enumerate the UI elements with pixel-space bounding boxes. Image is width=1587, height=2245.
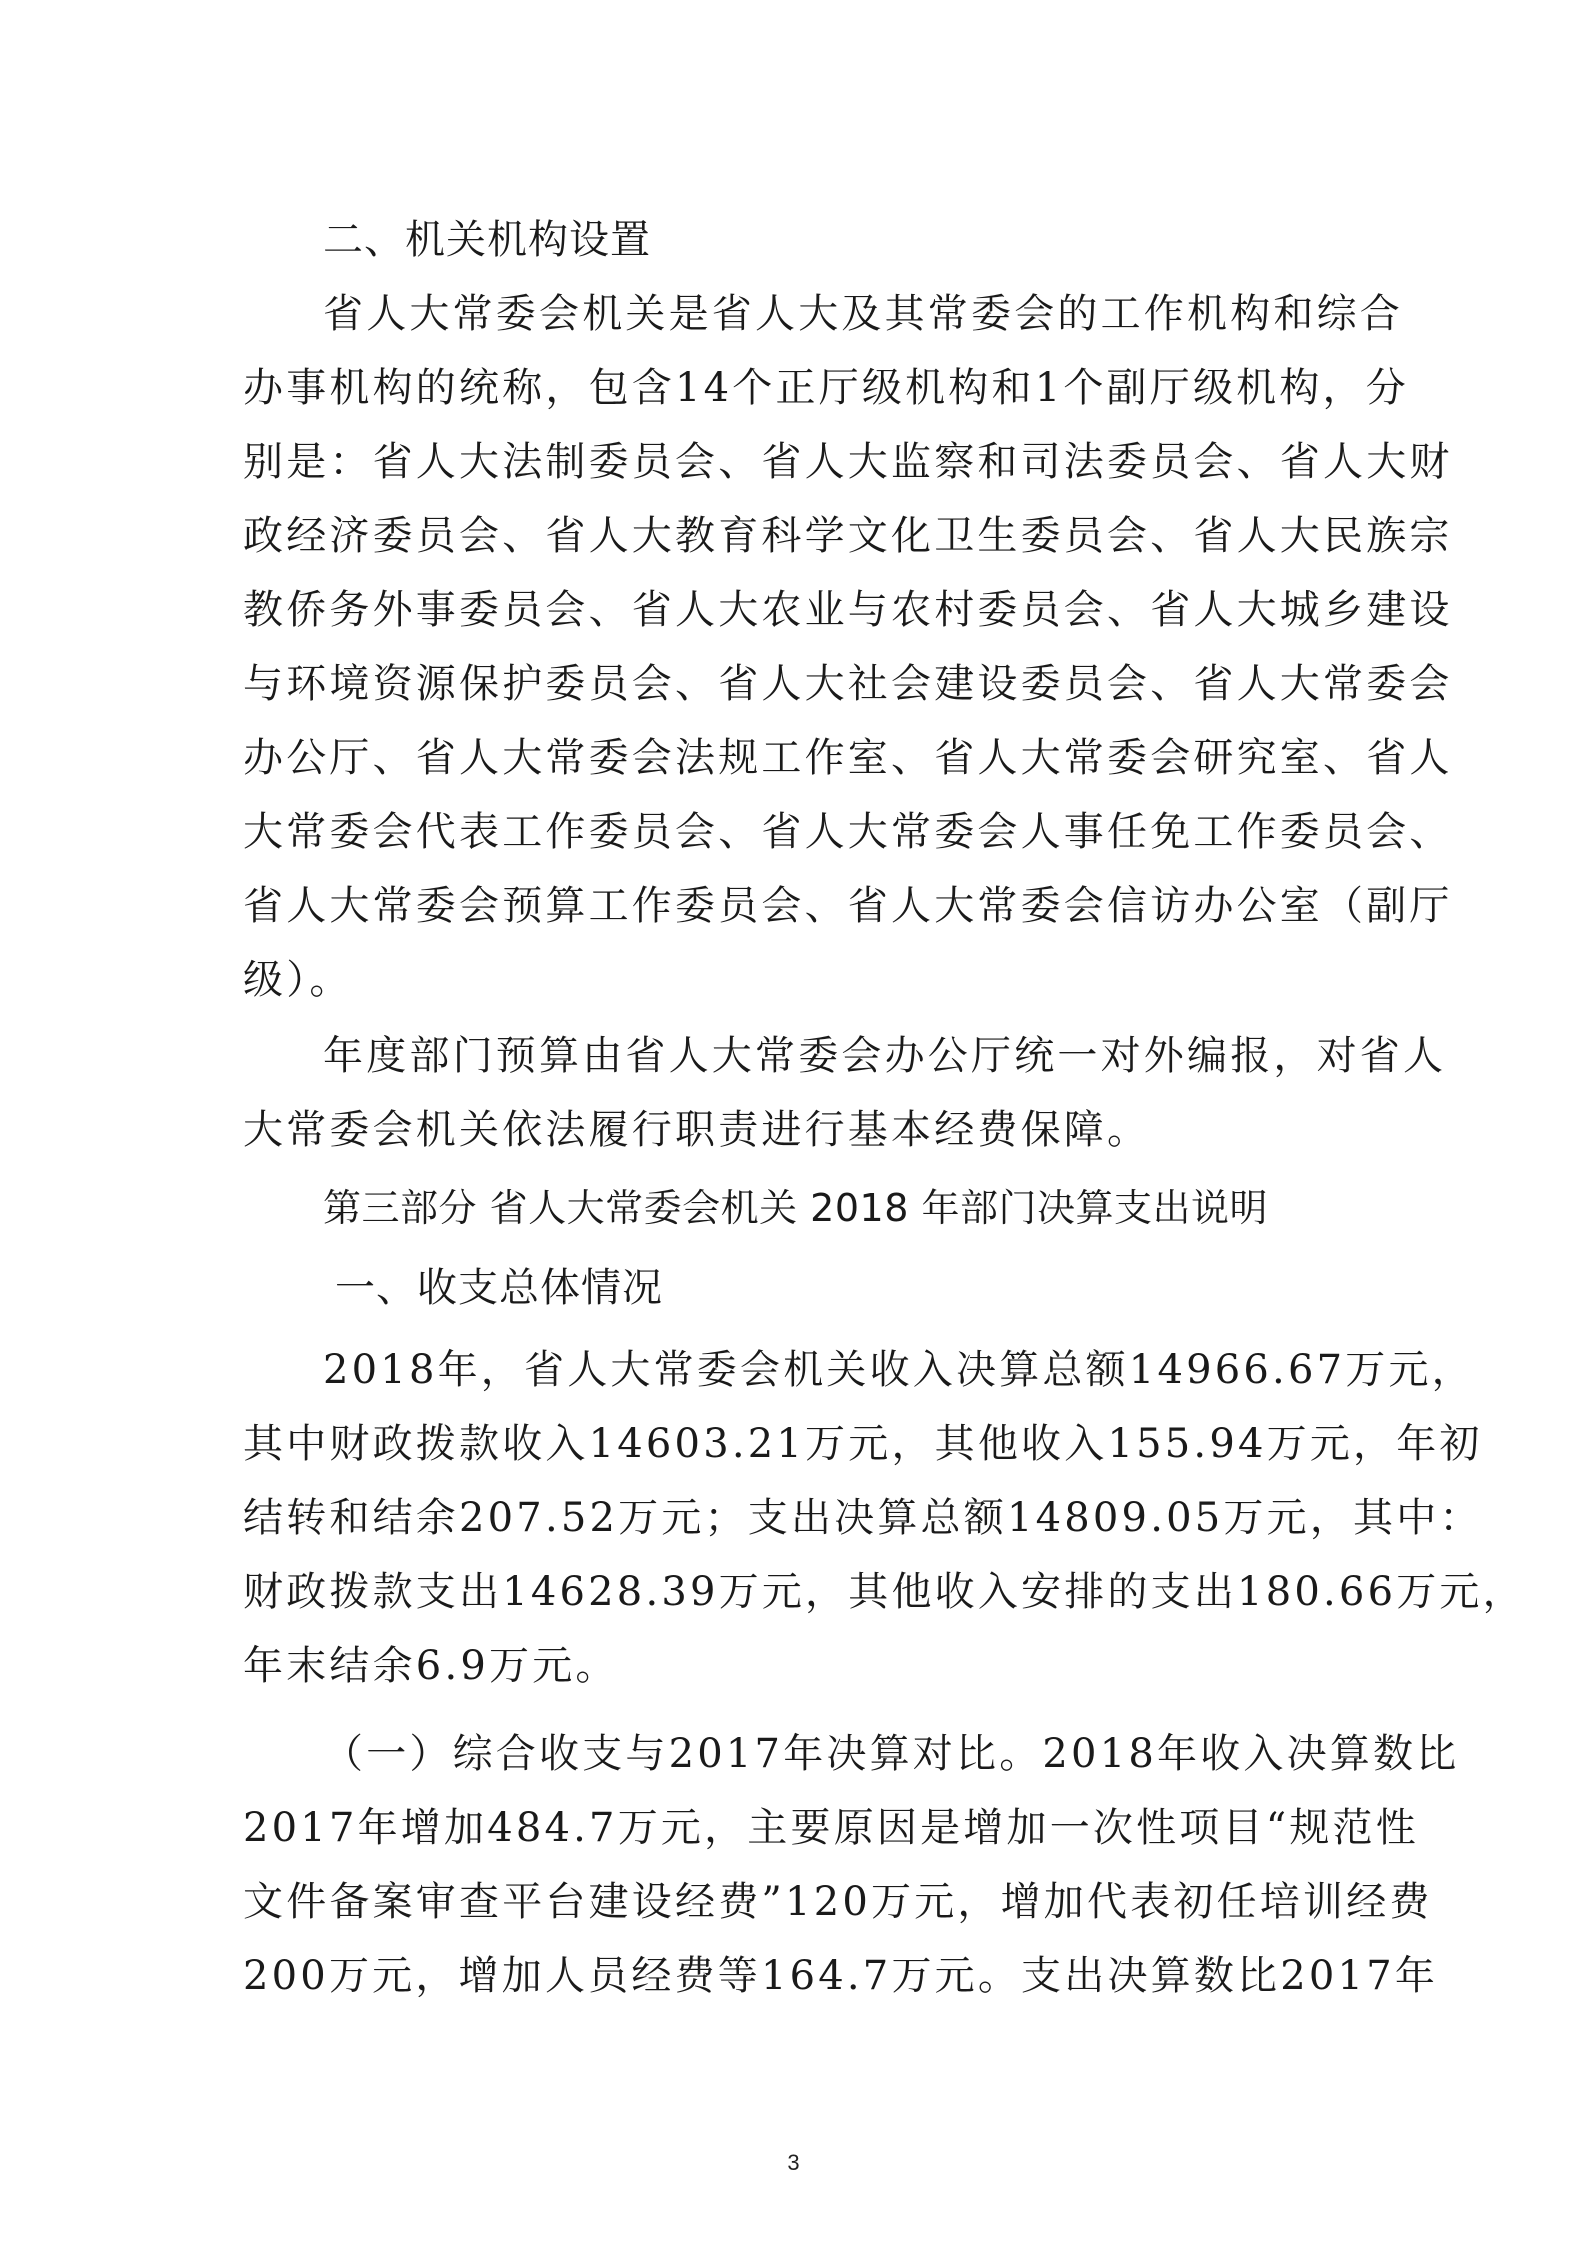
paragraph-line: 年度部门预算由省人大常委会办公厅统一对外编报，对省人 [323, 1033, 1447, 1079]
paragraph-line: 2017年增加484.7万元，主要原因是增加一次性项目“规范性 [243, 1805, 1419, 1851]
paragraph-line: 政经济委员会、省人大教育科学文化卫生委员会、省人大民族宗 [243, 513, 1453, 559]
paragraph-line: 级）。 [243, 957, 353, 1003]
paragraph-line: 大常委会机关依法履行职责进行基本经费保障。 [243, 1107, 1151, 1153]
paragraph-line: 200万元，增加人员经费等164.7万元。支出决算数比2017年 [243, 1953, 1439, 1999]
paragraph-line: 省人大常委会机关是省人大及其常委会的工作机构和综合 [323, 291, 1403, 337]
paragraph-line: 财政拨款支出14628.39万元，其他收入安排的支出180.66万元， [243, 1569, 1526, 1615]
paragraph-line: 文件备案审查平台建设经费”120万元，增加代表初任培训经费 [243, 1879, 1433, 1925]
paragraph-line: （一）综合收支与2017年决算对比。2018年收入决算数比 [323, 1731, 1460, 1777]
paragraph-line: 年末结余6.9万元。 [243, 1643, 619, 1689]
paragraph-line: 其中财政拨款收入14603.21万元，其他收入155.94万元，年初 [243, 1421, 1483, 1467]
paragraph-line: 与环境资源保护委员会、省人大社会建设委员会、省人大常委会 [243, 661, 1453, 707]
paragraph-line: 结转和结余207.52万元；支出决算总额14809.05万元，其中： [243, 1495, 1483, 1541]
paragraph-line: 办事机构的统称，包含14个正厅级机构和1个副厅级机构，分 [243, 365, 1409, 411]
sub-heading-overall: 一、收支总体情况 [335, 1265, 663, 1311]
page-number: 3 [787, 2150, 800, 2175]
part-title: 第三部分 省人大常委会机关 2018 年部门决算支出说明 [323, 1186, 1268, 1230]
paragraph-line: 别是：省人大法制委员会、省人大监察和司法委员会、省人大财 [243, 439, 1453, 485]
paragraph-line: 大常委会代表工作委员会、省人大常委会人事任免工作委员会、 [243, 809, 1453, 855]
section-heading-org-structure: 二、机关机构设置 [323, 217, 651, 263]
paragraph-line: 教侨务外事委员会、省人大农业与农村委员会、省人大城乡建设 [243, 587, 1453, 633]
paragraph-line: 省人大常委会预算工作委员会、省人大常委会信访办公室（副厅 [243, 883, 1453, 929]
paragraph-line: 办公厅、省人大常委会法规工作室、省人大常委会研究室、省人 [243, 735, 1453, 781]
paragraph-line: 2018年，省人大常委会机关收入决算总额14966.67万元， [323, 1347, 1475, 1393]
